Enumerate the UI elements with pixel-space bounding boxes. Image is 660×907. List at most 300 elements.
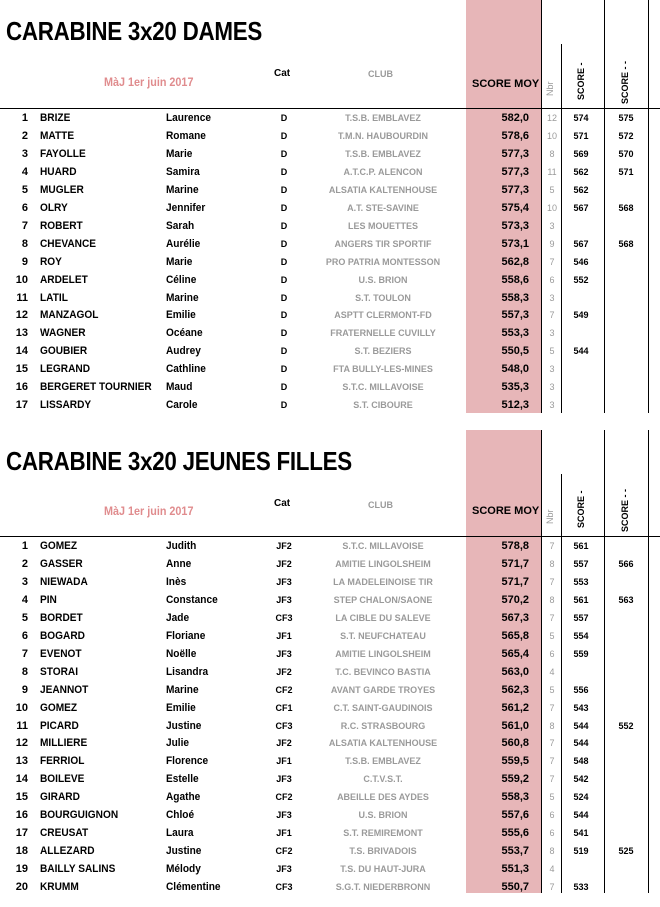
table-row [0,235,660,253]
section-title: CARABINE 3x20 DAMES [6,16,263,46]
rank-cell: 6 [21,629,28,642]
rank-cell: 13 [15,755,28,768]
nbr-cell: 12 [546,113,557,123]
rank-cell: 16 [15,809,28,822]
category-cell: JF3 [276,864,292,875]
last-name-cell: GOUBIER [40,345,88,358]
score-1-cell: 553 [573,576,589,587]
last-name-cell: ROY [40,255,62,268]
score-1-cell: 546 [573,256,589,267]
score-1-cell: 562 [573,166,589,177]
table-row [0,824,660,842]
club-cell: C.T.V.S.T. [363,774,403,785]
update-date: MàJ 1er juin 2017 [104,504,194,518]
score-1-cell: 544 [573,738,589,749]
rank-cell: 9 [21,683,28,696]
header-score-moy: SCORE MOY [472,78,540,90]
score-moy-cell: 570,2 [501,593,529,606]
nbr-cell: 4 [549,864,555,875]
club-cell: A.T. STE-SAVINE [347,202,419,213]
table-row [0,591,660,609]
rank-cell: 5 [21,183,28,196]
last-name-cell: WAGNER [40,327,86,340]
last-name-cell: CHEVANCE [40,237,97,250]
score-moy-cell: 561,2 [501,701,529,714]
category-cell: D [280,364,288,375]
nbr-cell: 11 [547,166,557,177]
category-cell: JF3 [276,810,292,821]
category-cell: D [280,166,288,177]
rank-cell: 12 [15,309,28,322]
nbr-cell: 5 [549,684,555,695]
table-row [0,555,660,573]
club-cell: T.S.B. EMBLAVEZ [345,756,421,767]
score-moy-cell: 559,2 [501,773,529,786]
score-1-cell: 549 [573,310,589,321]
score-moy-cell: 573,1 [501,237,529,250]
nbr-cell: 7 [549,738,555,749]
category-cell: D [280,292,288,303]
last-name-cell: BOURGUIGNON [40,809,119,822]
score-moy-cell: 555,6 [501,827,529,840]
first-name-cell: Judith [166,540,197,552]
club-cell: ASPTT CLERMONT-FD [334,310,432,321]
last-name-cell: STORAI [40,665,79,678]
rank-cell: 1 [21,112,28,124]
score-2-cell: 568 [618,202,634,213]
first-name-cell: Julie [166,737,190,750]
nbr-cell: 6 [549,828,555,839]
nbr-cell: 7 [549,774,555,785]
last-name-cell: BRIZE [40,112,71,124]
last-name-cell: MILLIERE [40,737,88,750]
section-title: CARABINE 3x20 JEUNES FILLES [6,446,352,476]
last-name-cell: BORDET [40,611,83,624]
score-moy-cell: 577,3 [501,165,529,178]
table-row [0,806,660,824]
score-1-cell: 562 [573,184,589,195]
score-2-cell: 568 [618,238,634,249]
table-row [0,396,660,414]
score-moy-cell: 561,0 [501,719,529,732]
score-moy-cell: 550,5 [501,345,529,358]
club-cell: T.S. DU HAUT-JURA [340,864,426,875]
first-name-cell: Samira [166,165,200,178]
first-name-cell: Marine [166,183,199,196]
score-2-cell: 570 [618,148,634,159]
last-name-cell: EVENOT [40,647,82,660]
last-name-cell: CREUSAT [40,827,89,840]
table-row [0,163,660,181]
last-name-cell: BOGARD [40,629,85,642]
nbr-cell: 7 [549,756,555,767]
first-name-cell: Aurélie [166,237,201,250]
rank-cell: 4 [21,593,28,606]
score-1-cell: 567 [573,238,589,249]
first-name-cell: Maud [166,381,193,394]
score-moy-cell: 558,3 [501,291,529,304]
table-row [0,842,660,860]
rank-cell: 6 [21,201,28,214]
section-dames [0,0,660,415]
nbr-cell: 5 [549,630,555,641]
score-moy-cell: 557,3 [501,309,529,322]
score-moy-cell: 557,6 [501,809,529,822]
category-cell: CF3 [275,720,293,731]
nbr-cell: 6 [549,648,555,659]
first-name-cell: Cathline [166,363,206,376]
first-name-cell: Carole [166,399,198,412]
header-nbr: Nbr [545,509,555,524]
category-cell: JF2 [276,558,292,569]
club-cell: T.S. BRIVADOIS [349,846,417,857]
table-row [0,360,660,378]
last-name-cell: BOILEVE [40,773,85,786]
first-name-cell: Inès [166,575,187,588]
club-cell: S.T. BEZIERS [354,346,412,357]
club-cell: S.T. NEUFCHATEAU [340,630,426,641]
last-name-cell: GOMEZ [40,701,78,714]
club-cell: ALSATIA KALTENHOUSE [328,738,438,749]
last-name-cell: LATIL [40,291,68,304]
rank-cell: 7 [21,647,28,660]
score-1-cell: 544 [573,720,589,731]
score-1-cell: 541 [573,828,589,839]
rank-cell: 18 [15,845,28,858]
table-row [0,217,660,235]
club-cell: ALSATIA KALTENHOUSE [328,184,438,195]
first-name-cell: Jennifer [166,201,206,214]
rank-cell: 15 [15,791,28,804]
first-name-cell: Céline [166,273,197,286]
score-moy-cell: 571,7 [501,575,529,588]
table-row [0,306,660,324]
club-cell: AMITIE LINGOLSHEIM [335,558,431,569]
score-moy-cell: 551,3 [501,863,529,876]
nbr-cell: 7 [549,256,555,267]
category-cell: D [280,400,288,411]
category-cell: CF3 [275,612,293,623]
category-cell: D [280,113,288,123]
first-name-cell: Laura [166,827,194,840]
score-2-cell: 552 [618,720,634,731]
table-row [0,537,660,555]
score-moy-cell: 565,4 [501,647,529,660]
nbr-cell: 6 [549,274,555,285]
club-cell: S.T.C. MILLAVOISE [342,541,424,551]
category-cell: CF2 [275,846,293,857]
category-cell: JF3 [276,648,292,659]
rank-cell: 8 [21,237,28,250]
score-moy-cell: 578,6 [501,129,529,142]
last-name-cell: NIEWADA [40,575,88,588]
last-name-cell: OLRY [40,201,68,214]
category-cell: D [280,238,288,249]
category-cell: JF2 [276,738,292,749]
score-1-cell: 544 [573,810,589,821]
nbr-cell: 5 [549,792,555,803]
rank-cell: 13 [15,327,28,340]
category-cell: D [280,346,288,357]
nbr-cell: 8 [549,148,555,159]
last-name-cell: GOMEZ [40,540,78,552]
table-row [0,627,660,645]
first-name-cell: Chloé [166,809,195,822]
nbr-cell: 3 [549,328,555,339]
rank-cell: 2 [21,557,28,570]
category-cell: JF1 [276,828,292,839]
first-name-cell: Estelle [166,773,199,786]
rank-cell: 3 [21,147,28,160]
nbr-cell: 3 [549,382,555,393]
nbr-cell: 8 [549,594,555,605]
nbr-cell: 7 [549,702,555,713]
nbr-cell: 7 [549,612,555,623]
club-cell: PRO PATRIA MONTESSON [325,256,441,267]
club-cell: T.S.B. EMBLAVEZ [345,148,421,159]
first-name-cell: Jade [166,611,190,624]
score-moy-cell: 559,5 [501,755,529,768]
first-name-cell: Justine [166,845,202,858]
first-name-cell: Laurence [166,112,212,124]
table-row [0,573,660,591]
club-cell: FTA BULLY-LES-MINES [333,364,433,375]
last-name-cell: ROBERT [40,219,83,232]
nbr-cell: 7 [549,576,555,587]
nbr-cell: 8 [549,846,555,857]
club-cell: T.M.N. HAUBOURDIN [338,130,428,141]
rank-cell: 15 [15,363,28,376]
nbr-cell: 5 [549,346,555,357]
rank-cell: 4 [21,165,28,178]
club-cell: S.T. REMIREMONT [343,828,423,839]
club-cell: LES MOUETTES [347,220,418,231]
category-cell: JF1 [276,630,292,641]
table-row [0,378,660,396]
score-moy-cell: 562,8 [501,255,529,268]
rank-cell: 1 [21,540,28,552]
last-name-cell: BAILLY SALINS [40,863,116,876]
score-1-cell: 533 [573,882,589,893]
rank-cell: 14 [15,345,28,358]
score-moy-cell: 553,7 [501,845,529,858]
score-moy-cell: 563,0 [501,665,529,678]
category-cell: D [280,130,288,141]
table-row [0,734,660,752]
nbr-cell: 4 [549,666,555,677]
nbr-cell: 10 [546,202,557,213]
score-1-cell: 548 [573,756,589,767]
category-cell: D [280,184,288,195]
rank-cell: 7 [21,219,28,232]
score-moy-cell: 577,3 [501,183,529,196]
score-1-cell: 554 [573,630,589,641]
club-cell: S.T. CIBOURE [353,400,413,411]
last-name-cell: JEANNOT [40,683,89,696]
first-name-cell: Agathe [166,791,201,804]
score-1-cell: 567 [573,202,589,213]
score-1-cell: 561 [573,594,589,605]
score-moy-cell: 567,3 [501,611,529,624]
category-cell: D [280,220,288,231]
score-1-cell: 557 [573,558,589,569]
club-cell: R.C. STRASBOURG [340,720,426,731]
first-name-cell: Constance [166,593,218,606]
club-cell: U.S. BRION [358,810,408,821]
nbr-cell: 9 [549,238,555,249]
category-cell: JF1 [276,756,292,767]
header-club: CLUB [368,69,393,79]
club-cell: LA MADELEINOISE TIR [333,576,433,587]
club-cell: T.S.B. EMBLAVEZ [345,113,421,123]
first-name-cell: Lisandra [166,665,209,678]
score-1-cell: 544 [573,346,589,357]
table-row [0,253,660,271]
table-row [0,609,660,627]
table-row [0,645,660,663]
first-name-cell: Florence [166,755,209,768]
rank-cell: 11 [16,719,28,732]
score-1-cell: 569 [573,148,589,159]
nbr-cell: 5 [549,184,555,195]
category-cell: CF3 [275,882,293,893]
last-name-cell: ALLEZARD [40,845,95,858]
score-1-cell: 543 [573,702,589,713]
rank-cell: 3 [21,575,28,588]
score-moy-cell: 512,3 [501,399,529,412]
last-name-cell: PIN [40,593,57,606]
score-1-cell: 524 [573,792,589,803]
rank-cell: 19 [15,863,28,876]
rank-cell: 12 [15,737,28,750]
category-cell: JF2 [276,666,292,677]
table-row [0,145,660,163]
club-cell: A.T.C.P. ALENCON [343,166,423,177]
last-name-cell: PICARD [40,719,79,732]
last-name-cell: FAYOLLE [40,147,86,160]
table-row [0,717,660,735]
club-cell: AMITIE LINGOLSHEIM [335,648,431,659]
club-cell: ANGERS TIR SPORTIF [334,238,432,249]
last-name-cell: KRUMM [40,881,79,894]
table-row [0,342,660,360]
club-cell: T.C. BEVINCO BASTIA [335,666,431,677]
first-name-cell: Justine [166,719,202,732]
header-cat: Cat [274,68,291,79]
score-2-cell: 566 [618,558,634,569]
rank-cell: 9 [21,255,28,268]
score-1-cell: 559 [573,648,589,659]
nbr-cell: 6 [549,810,555,821]
rank-cell: 16 [15,381,28,394]
score-moy-cell: 535,3 [501,381,529,394]
club-cell: ABEILLE DES AYDES [337,792,429,803]
club-cell: AVANT GARDE TROYES [330,684,436,695]
club-cell: STEP CHALON/SAONE [333,594,433,605]
score-2-cell: 563 [618,594,634,605]
score-moy-cell: 575,4 [501,201,529,214]
category-cell: D [280,382,288,393]
first-name-cell: Floriane [166,629,206,642]
rank-cell: 10 [15,273,28,286]
table-row [0,681,660,699]
club-cell: U.S. BRION [358,274,408,285]
score-2-cell: 571 [618,166,634,177]
score-moy-cell: 550,7 [501,881,529,894]
update-date: MàJ 1er juin 2017 [104,75,194,89]
category-cell: D [280,310,288,321]
table-row [0,109,660,127]
rank-cell: 17 [15,399,28,412]
first-name-cell: Marine [166,683,199,696]
first-name-cell: Marie [166,147,193,160]
first-name-cell: Mélody [166,863,201,876]
score-1-cell: 552 [573,274,589,285]
last-name-cell: FERRIOL [40,755,85,768]
first-name-cell: Marine [166,291,199,304]
nbr-cell: 7 [549,541,555,551]
header-score-moy: SCORE MOY [472,505,540,517]
last-name-cell: MUGLER [40,183,84,196]
header-score-2: SCORE - - [620,488,630,532]
last-name-cell: LEGRAND [40,363,91,376]
score-1-cell: 519 [573,846,589,857]
club-cell: S.T.C. MILLAVOISE [342,382,424,393]
last-name-cell: HUARD [40,165,77,178]
rank-cell: 10 [15,701,28,714]
rank-cell: 2 [21,129,28,142]
nbr-cell: 10 [546,130,557,141]
score-2-cell: 572 [618,130,634,141]
table-row [0,289,660,307]
score-1-cell: 561 [573,541,589,551]
nbr-cell: 7 [549,882,555,893]
score-moy-cell: 577,3 [501,147,529,160]
first-name-cell: Emilie [166,309,196,322]
last-name-cell: MANZAGOL [40,309,99,322]
category-cell: JF2 [276,541,292,551]
score-1-cell: 571 [573,130,589,141]
club-cell: S.T. TOULON [355,292,411,303]
table-row [0,770,660,788]
last-name-cell: MATTE [40,129,75,142]
nbr-cell: 7 [549,310,555,321]
category-cell: JF3 [276,594,292,605]
first-name-cell: Clémentine [166,881,221,894]
score-moy-cell: 578,8 [501,540,529,552]
score-moy-cell: 558,6 [501,273,529,286]
table-row [0,127,660,145]
header-club: CLUB [368,500,393,510]
category-cell: CF2 [275,684,293,695]
table-row [0,788,660,806]
club-cell: FRATERNELLE CUVILLY [330,328,436,339]
section-jeunes-filles [0,430,660,907]
rank-cell: 5 [21,611,28,624]
nbr-cell: 3 [549,292,555,303]
first-name-cell: Anne [166,557,192,570]
table-row [0,181,660,199]
score-1-cell: 574 [573,113,589,123]
first-name-cell: Audrey [166,345,201,358]
score-1-cell: 557 [573,612,589,623]
table-row [0,878,660,896]
category-cell: JF3 [276,774,292,785]
first-name-cell: Océane [166,327,203,340]
table-row [0,752,660,770]
first-name-cell: Noëlle [166,647,197,660]
table-row [0,699,660,717]
